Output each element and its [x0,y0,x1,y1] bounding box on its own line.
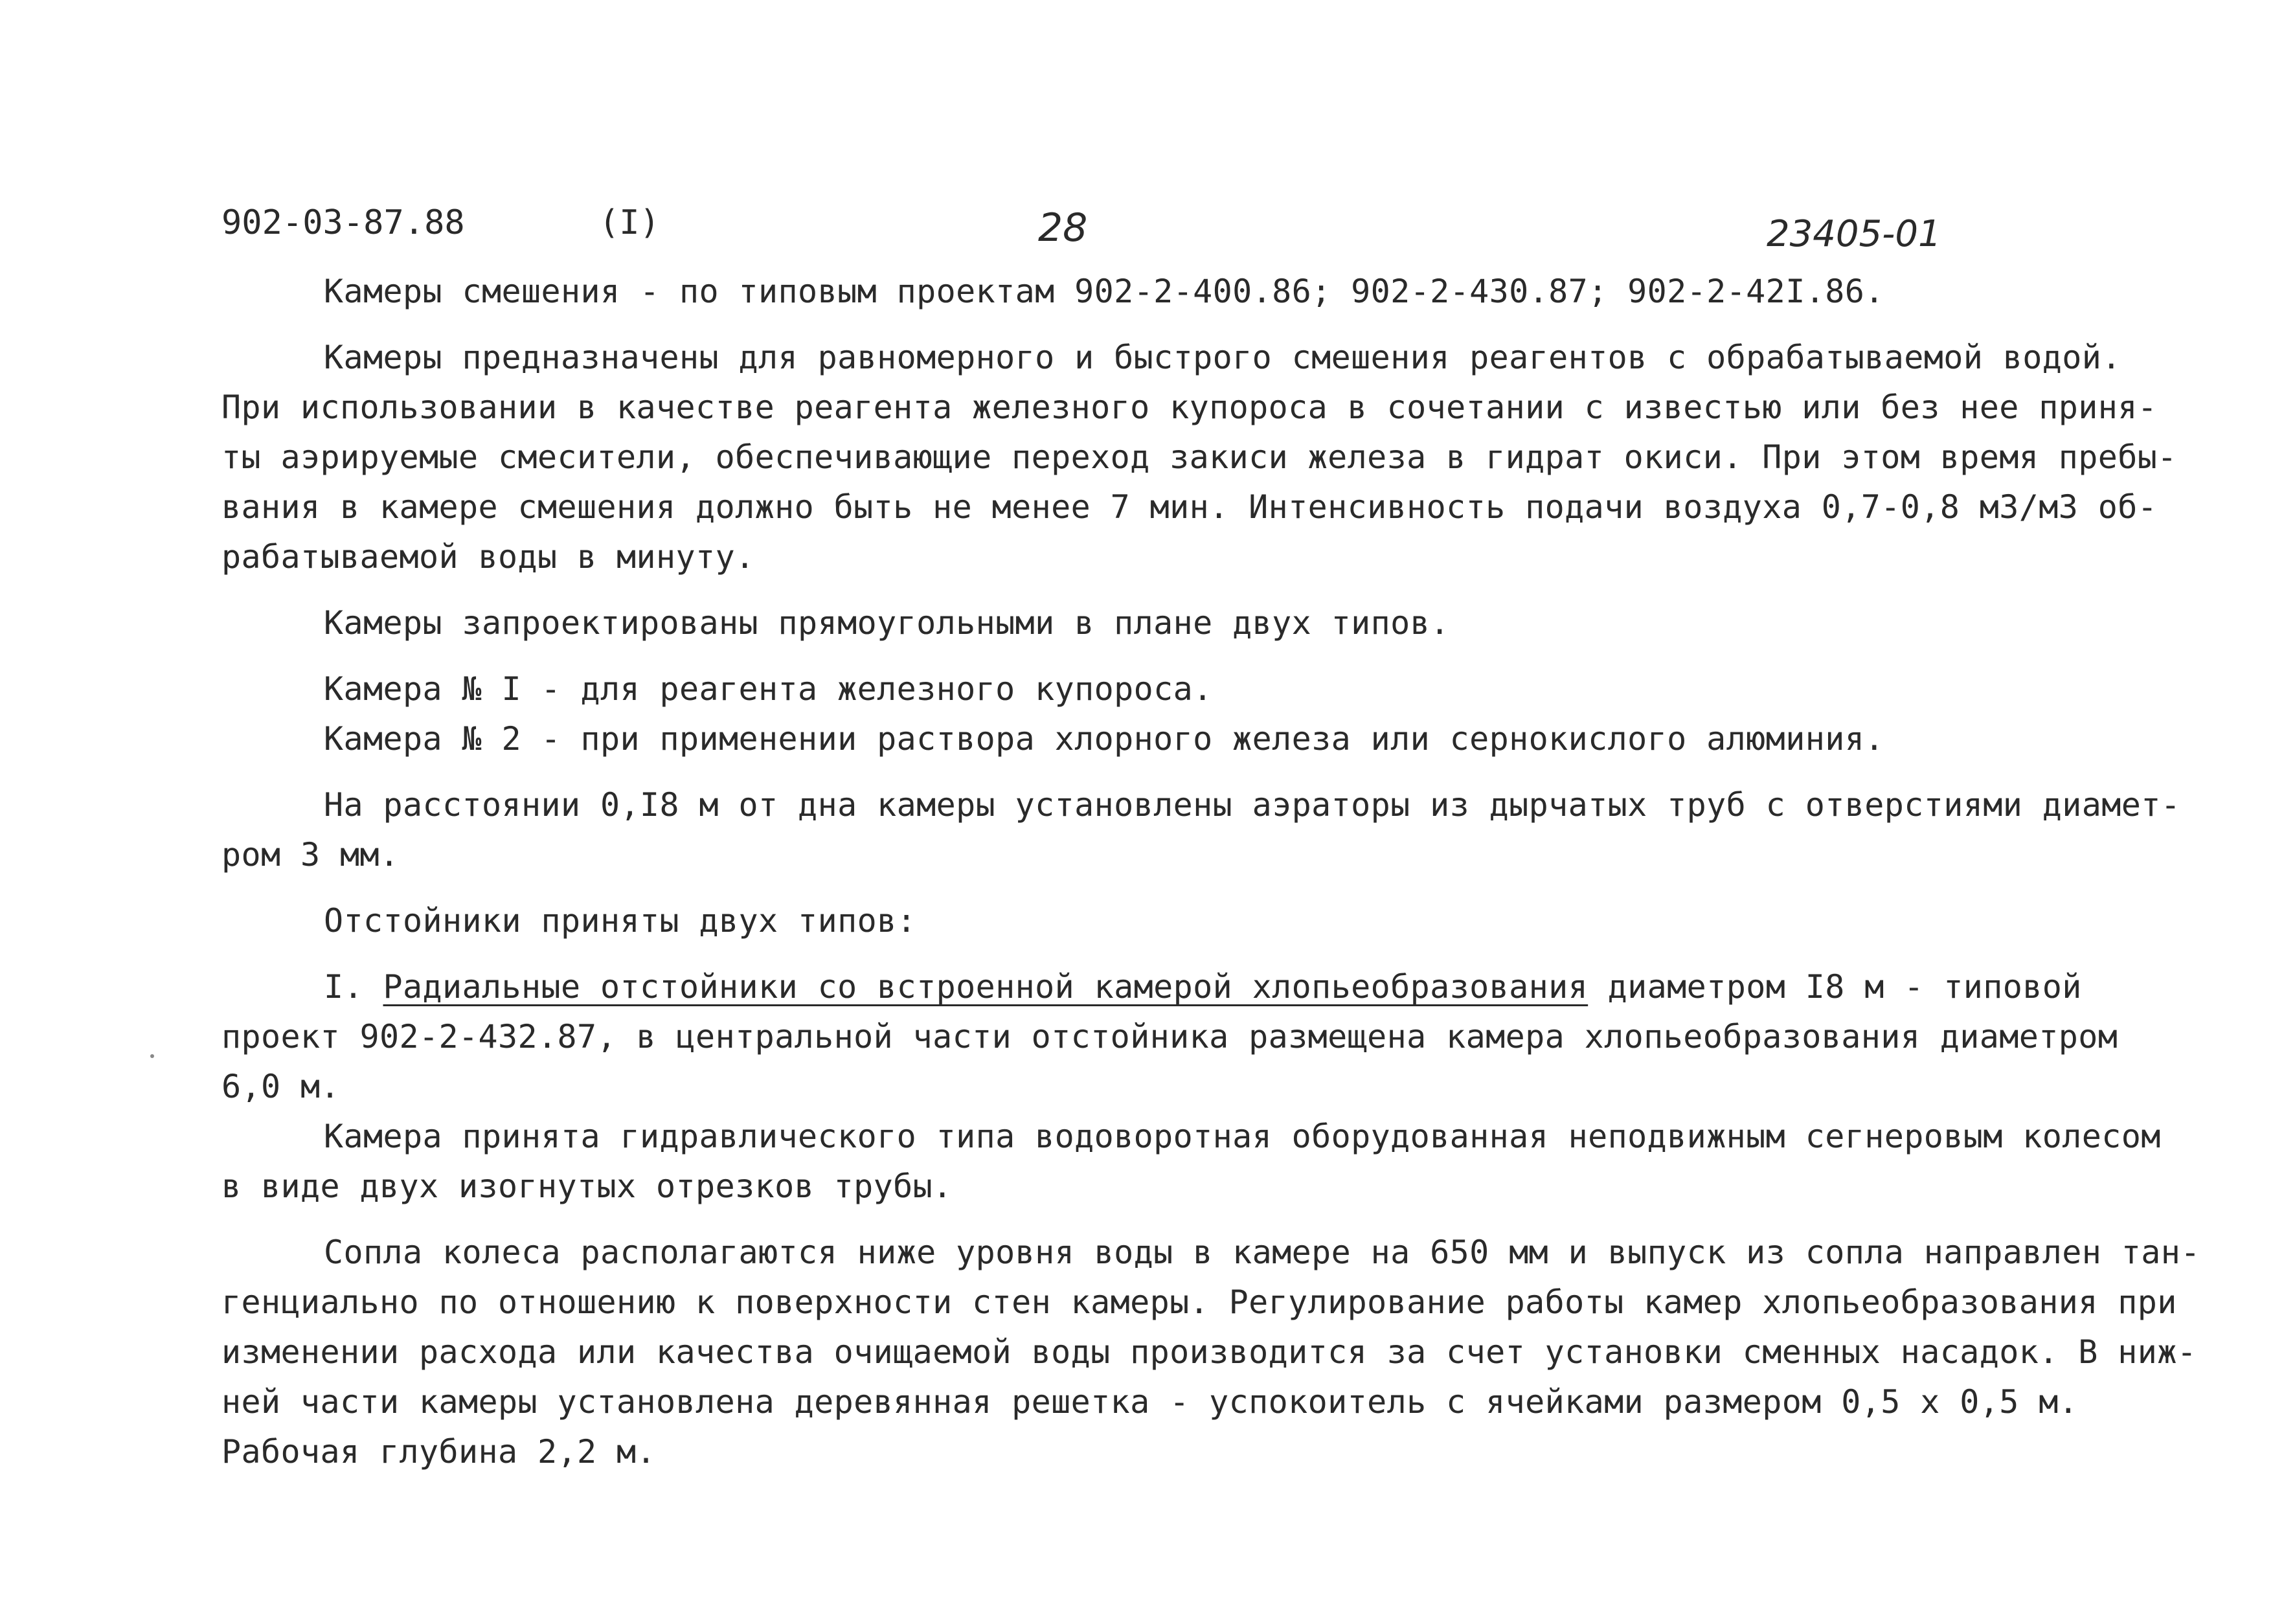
body-text [221,267,2226,1477]
text-line: Камера № I - для реагента железного купороса. [324,670,1213,708]
text-line: 6,0 м. [221,1068,341,1105]
text-line: Сопла колеса располагаются ниже уровня воды в камере на 650 мм и выпуск из сопла направлен тан- [324,1234,2200,1271]
text-line: в виде двух изогнутых отрезков трубы. [221,1167,953,1205]
text-line: рабатываемой воды в минуту. [221,538,755,576]
text-line: Камеры смешения - по типовым проектам 902-2-400.86; 902-2-430.87; 902-2-42I.86. [324,273,1884,310]
heading-continuation: диаметром I8 м - типовой [1588,968,2082,1006]
text-line: На расстоянии 0,I8 м от дна камеры установлены аэраторы из дырчатых труб с отверстиями диамет- [324,786,2181,824]
paragraph-radial-settlers [221,962,2226,1112]
text-line: вания в камере смешения должно быть не менее 7 мин. Интенсивность подачи воздуха 0,7-0,8 м3/м3 об- [221,488,2158,526]
paragraph-chamber-list [221,664,2226,764]
text-line: Камера принята гидравлического типа водоворотная оборудованная неподвижным сегнеровым колесом [324,1118,2161,1155]
scan-speck [150,1054,154,1058]
paragraph-mixing-chambers-projects [221,267,2226,317]
document-code: 902-03-87.88 [221,203,465,242]
inventory-number: 23405-01 [1767,213,1941,255]
list-number: I. [324,968,383,1006]
text-line: ней части камеры установлена деревянная решетка - успокоитель с ячейками размером 0,5 х 0,5 м. [221,1383,2079,1421]
paragraph-settlers-intro [221,896,2226,946]
text-line: проект 902-2-432.87, в центральной части отстойника размещена камера хлопьеобразования диаметром [221,1018,2118,1055]
paragraph-nozzles [221,1228,2226,1477]
text-line: ты аэрируемые смесители, обеспечивающие переход закиси железа в гидрат окиси. При этом время пребы- [221,438,2177,476]
text-line: Рабочая глубина 2,2 м. [221,1433,657,1471]
text-line: ром 3 мм. [221,836,400,874]
text-line: Камеры предназначены для равномерного и быстрого смешения реагентов с обрабатываемой водой. [324,339,2121,376]
text-line: При использовании в качестве реагента железного купороса в сочетании с известью или без нее приня- [221,389,2158,426]
text-line: Отстойники приняты двух типов: [324,902,917,940]
paragraph-chamber-types [221,598,2226,648]
text-line: Камера № 2 - при применении раствора хлорного железа или сернокислого алюминия. [324,720,1884,758]
text-line [221,962,2226,1012]
paragraph-aerators [221,780,2226,880]
page-number: 28 [1038,205,1088,251]
sheet-number: (I) [599,203,660,242]
underlined-heading: Радиальные отстойники со встроенной камерой хлопьеобразования [383,968,1589,1006]
paragraph-mixing-chambers-purpose [221,333,2226,582]
text-line: Камеры запроектированы прямоугольными в плане двух типов. [324,604,1450,642]
paragraph-flocculation-chamber [221,1112,2226,1212]
text-line: изменении расхода или качества очищаемой воды производится за счет установки сменных насадок. В ниж- [221,1333,2197,1371]
text-line: генциально по отношению к поверхности стен камеры. Регулирование работы камер хлопьеобразования при [221,1283,2177,1321]
